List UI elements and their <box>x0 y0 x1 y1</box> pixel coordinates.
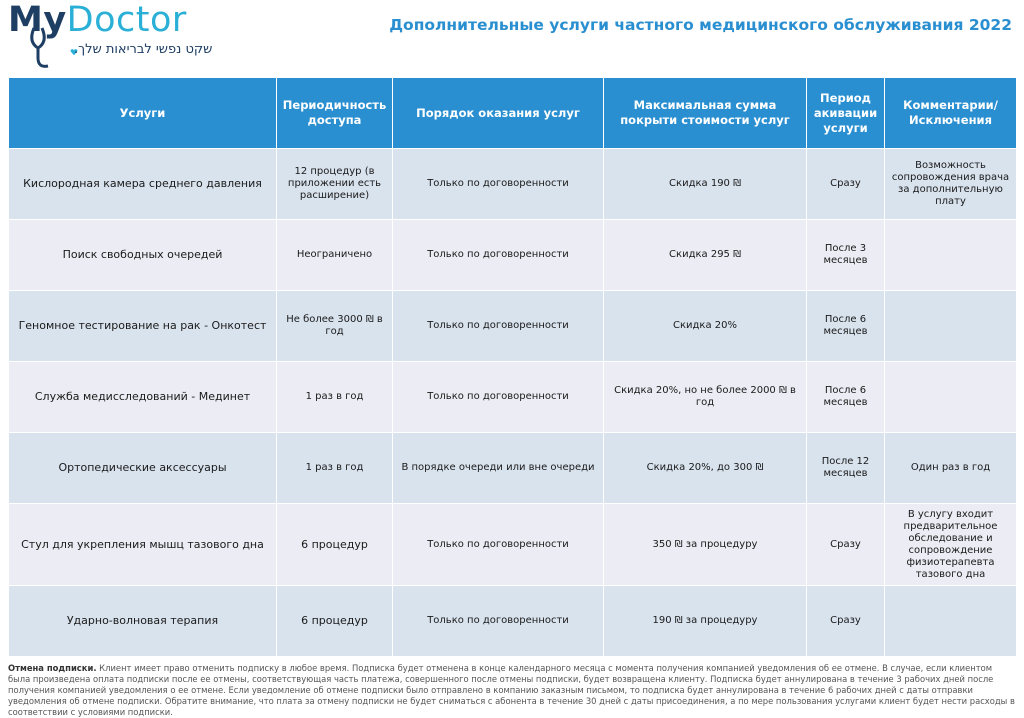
cell-activation: После 3 месяцев <box>807 220 885 291</box>
cell-service: Ударно-волновая терапия <box>9 586 277 657</box>
cell-procedure: Только по договоренности <box>393 149 604 220</box>
cell-service: Геномное тестирование на рак - Онкотест <box>9 291 277 362</box>
header-procedure: Порядок оказания услуг <box>393 78 604 149</box>
cell-procedure: Только по договоренности <box>393 291 604 362</box>
cell-frequency: 1 раз в год <box>277 433 393 504</box>
header-comments: Комментарии/ Исключения <box>885 78 1017 149</box>
cell-frequency: 6 процедур <box>277 586 393 657</box>
cell-service: Поиск свободных очередей <box>9 220 277 291</box>
cancellation-note-lead: Отмена подписки. <box>8 663 97 673</box>
cell-coverage: Скидка 20% <box>604 291 807 362</box>
cell-service: Ортопедические аксессуары <box>9 433 277 504</box>
table-header-row <box>9 78 1017 149</box>
cell-comment: Один раз в год <box>885 433 1017 504</box>
cell-coverage: Скидка 20%, но не более 2000 ₪ в год <box>604 362 807 433</box>
cell-coverage: Скидка 295 ₪ <box>604 220 807 291</box>
cell-comment <box>885 362 1017 433</box>
cell-coverage: 190 ₪ за процедуру <box>604 586 807 657</box>
cell-activation: После 6 месяцев <box>807 291 885 362</box>
table-row <box>9 362 1017 433</box>
page-title: Дополнительные услуги частного медицинского обслуживания 2022 <box>389 16 1012 34</box>
logo-tagline: שקט נפשי לבריאות שלך. <box>74 42 213 57</box>
mydoctor-logo <box>8 2 238 72</box>
cell-procedure: Только по договоренности <box>393 220 604 291</box>
cell-service: Кислородная камера среднего давления <box>9 149 277 220</box>
cancellation-note <box>8 663 1016 718</box>
cell-procedure: Только по договоренности <box>393 362 604 433</box>
cell-frequency: 1 раз в год <box>277 362 393 433</box>
header-max-coverage: Максимальная сумма покрыти стоимости услуг <box>604 78 807 149</box>
header-services: Услуги <box>9 78 277 149</box>
header-frequency: Периодичность доступа <box>277 78 393 149</box>
cell-activation: Сразу <box>807 504 885 586</box>
table-row <box>9 586 1017 657</box>
table-row <box>9 220 1017 291</box>
cell-comment: В услугу входит предварительное обследование и сопровождение физиотерапевта тазового дна <box>885 504 1017 586</box>
cell-procedure: Только по договоренности <box>393 504 604 586</box>
cell-comment <box>885 220 1017 291</box>
cell-activation: Сразу <box>807 149 885 220</box>
cell-activation: Сразу <box>807 586 885 657</box>
cell-service: Служба медисследований - Мединет <box>9 362 277 433</box>
header-activation: Период акивации услуги <box>807 78 885 149</box>
cell-frequency: 12 процедур (в приложении есть расширение) <box>277 149 393 220</box>
cell-procedure: Только по договоренности <box>393 586 604 657</box>
cell-coverage: Скидка 20%, до 300 ₪ <box>604 433 807 504</box>
cell-comment <box>885 586 1017 657</box>
cancellation-note-text: Клиент имеет право отменить подписку в любое время. Подписка будет отменена в конце календарного месяца с момента получения компанией уведомления об ее отмене. В случае, если клиентом была произведена оплата подписки после ее отмены, соответствующая часть платежа, совершенного после отмены подписки, будет возвращена клиенту. Подписка будет аннулирована в течение 3 рабочих дней после получения компанией уведомления о ее отмене. Если уведомление об отмене подписки было отправлено в компанию заказным письмом, то подписка будет аннулирована в течение 6 рабочих дней с даты отправки уведомления об отмене подписки. Обратите внимание, что плата за отмену подписки не будет сниматься с абонента в течение 30 дней с даты присоединения, а по мере пользования услугами клиент будет нести расходы в соответствии с условиями подписки. <box>8 663 1015 717</box>
cell-coverage: 350 ₪ за процедуру <box>604 504 807 586</box>
cell-frequency: 6 процедур <box>277 504 393 586</box>
cell-coverage: Скидка 190 ₪ <box>604 149 807 220</box>
table-row <box>9 504 1017 586</box>
cell-service: Стул для укрепления мышц тазового дна <box>9 504 277 586</box>
cell-frequency: Не более 3000 ₪ в год <box>277 291 393 362</box>
table-row <box>9 433 1017 504</box>
cell-procedure: В порядке очереди или вне очереди <box>393 433 604 504</box>
services-table <box>8 77 1017 657</box>
logo-my: My <box>8 0 67 40</box>
cell-comment <box>885 291 1017 362</box>
logo-doctor: Doctor <box>66 0 187 40</box>
cell-comment: Возможность сопровождения врача за дополнительную плату <box>885 149 1017 220</box>
cell-frequency: Неограничено <box>277 220 393 291</box>
cell-activation: После 6 месяцев <box>807 362 885 433</box>
table-row <box>9 291 1017 362</box>
stethoscope-icon <box>26 24 68 70</box>
cell-activation: После 12 месяцев <box>807 433 885 504</box>
table-row <box>9 149 1017 220</box>
